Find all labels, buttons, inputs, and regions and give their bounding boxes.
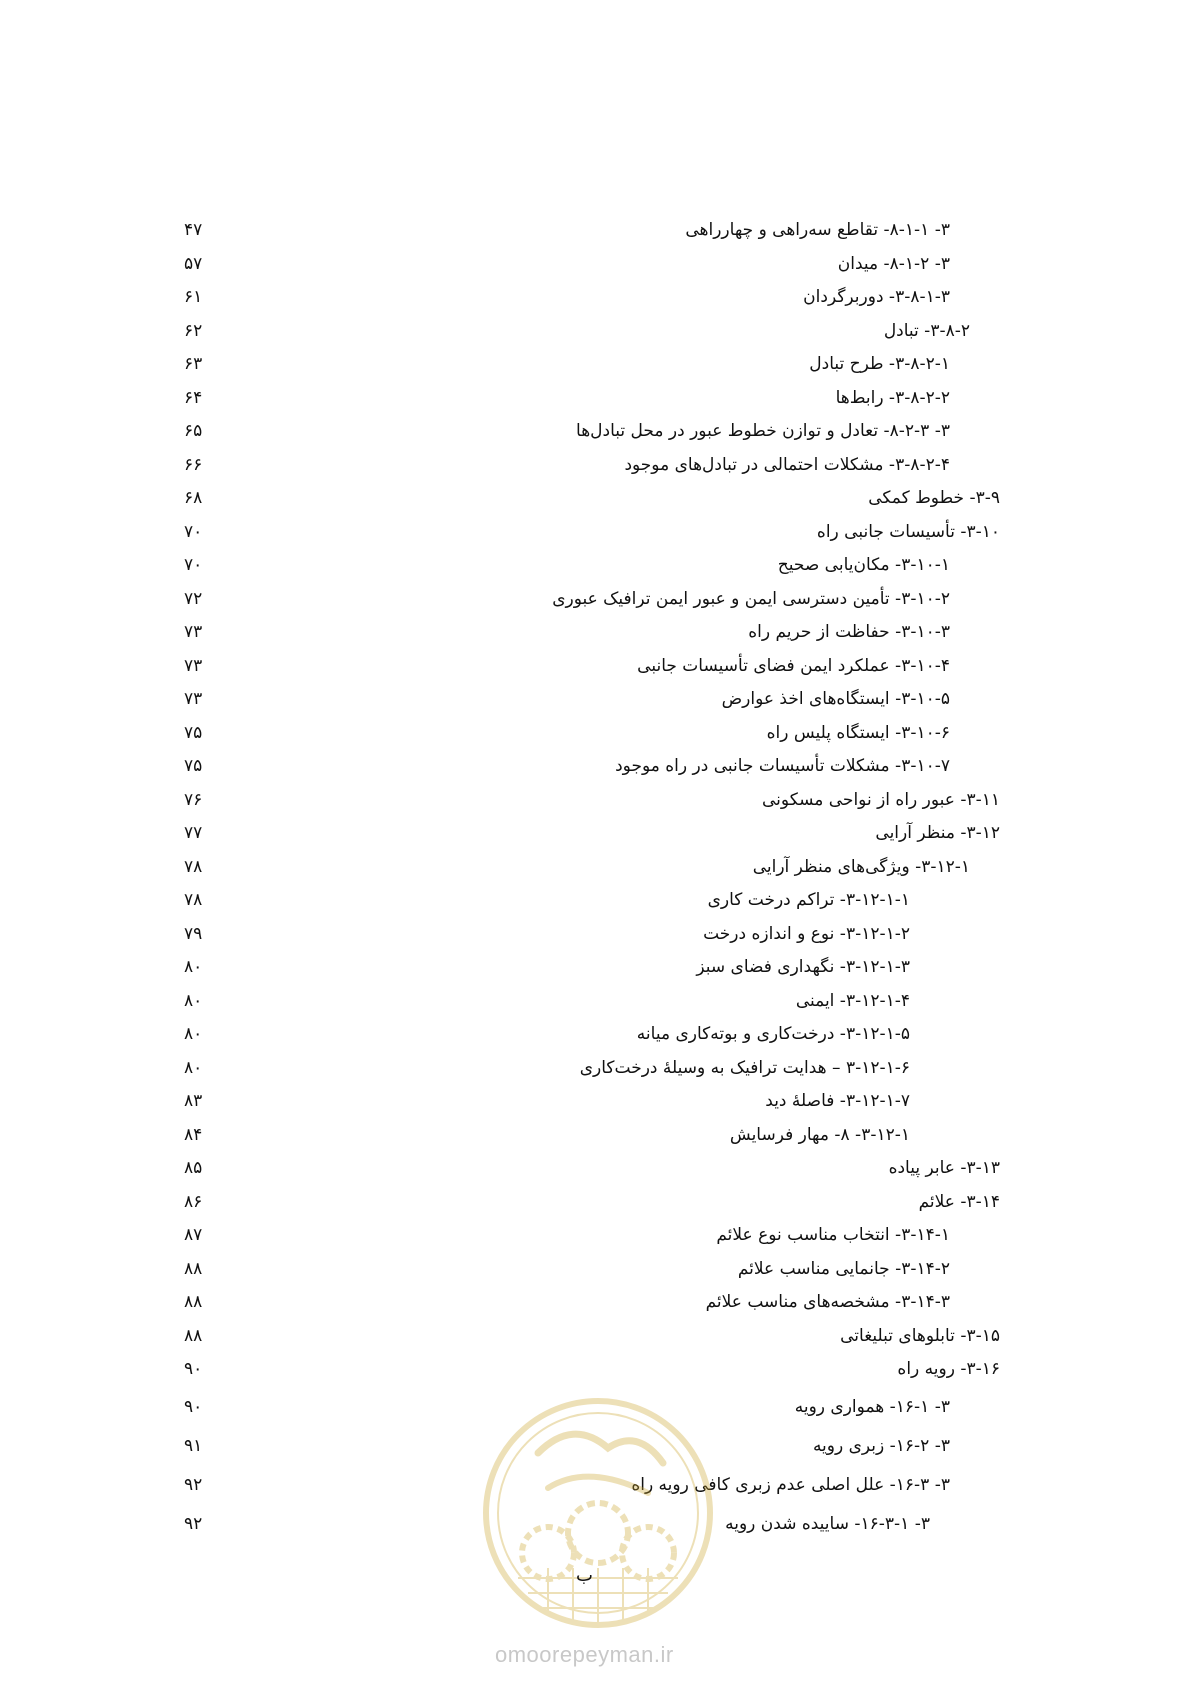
toc-entry-title: ۳-۸-۲-۲- رابط‌ها xyxy=(835,387,950,408)
toc-entry xyxy=(180,247,1060,281)
toc-entry-page: ۶۸ xyxy=(184,488,203,508)
toc-entry-page: ۹۲ xyxy=(184,1513,203,1534)
toc-entry-title: ۳-۱۴- علائم xyxy=(918,1191,1000,1212)
table-of-contents xyxy=(180,213,1060,1542)
toc-entry xyxy=(180,1352,1060,1386)
toc-entry-page: ۷۳ xyxy=(184,655,203,676)
toc-entry xyxy=(180,1051,1060,1085)
toc-entry xyxy=(180,682,1060,716)
toc-entry-page: ۹۰ xyxy=(184,1396,203,1417)
toc-entry xyxy=(180,582,1060,616)
toc-entry-title: ۳-۱۵- تابلوهای تبلیغاتی xyxy=(840,1325,1000,1346)
toc-entry-title: ۳-۸-۲-۱- طرح تبادل xyxy=(809,354,950,374)
toc-entry-page: ۶۶ xyxy=(184,454,203,475)
toc-entry-page: ۶۳ xyxy=(184,354,203,374)
toc-entry-title: ۳-۱۴-۱- انتخاب مناسب نوع علائم xyxy=(716,1225,950,1245)
toc-entry-page: ۹۲ xyxy=(184,1474,203,1495)
toc-entry xyxy=(180,816,1060,850)
toc-entry-page: ۷۶ xyxy=(184,789,203,810)
toc-entry xyxy=(180,314,1060,348)
toc-entry xyxy=(180,1084,1060,1118)
toc-entry xyxy=(180,984,1060,1018)
toc-entry xyxy=(180,1319,1060,1353)
toc-entry-title: ۳-۱۲-۱-۴- ایمنی xyxy=(795,990,910,1011)
toc-entry xyxy=(180,1185,1060,1219)
toc-entry-title: ۳-۱۶- رویه راه xyxy=(897,1359,1000,1379)
toc-entry-title: ۳- ۱۶-۳- علل اصلی عدم زبری کافی رویه راه xyxy=(631,1474,950,1495)
toc-entry-page: ۸۶ xyxy=(184,1191,203,1212)
toc-entry-page: ۷۷ xyxy=(184,823,203,843)
toc-entry xyxy=(180,850,1060,884)
toc-entry-title: ۳-۱۱- عبور راه از نواحی مسکونی xyxy=(762,789,1000,810)
toc-entry-title: ۳- ۱۶-۳-۱- ساییده شدن رویه xyxy=(725,1513,930,1534)
toc-entry xyxy=(180,1252,1060,1286)
toc-entry-title: ۳-۹- خطوط کمکی xyxy=(868,488,1000,508)
toc-entry-page: ۶۴ xyxy=(184,387,203,408)
toc-entry xyxy=(180,883,1060,917)
toc-entry xyxy=(180,213,1060,247)
toc-entry xyxy=(180,414,1060,448)
toc-entry-title: ۳-۱۲-۱-۱- تراکم درخت کاری xyxy=(707,890,910,910)
toc-entry-title: ۳-۸-۲-۴- مشکلات احتمالی در تبادل‌های موجود xyxy=(624,454,950,475)
toc-entry-page: ۷۹ xyxy=(184,923,203,944)
toc-entry-title: ۳-۱۰-۴- عملکرد ایمن فضای تأسیسات جانبی xyxy=(637,655,950,676)
toc-entry-title: ۳-۸-۱-۳- دوربرگردان xyxy=(803,287,950,307)
toc-entry-page: ۸۳ xyxy=(184,1091,203,1111)
toc-entry xyxy=(180,548,1060,582)
toc-entry xyxy=(180,280,1060,314)
toc-entry xyxy=(180,615,1060,649)
toc-entry-page: ۷۸ xyxy=(184,890,203,910)
toc-entry-page: ۸۰ xyxy=(184,1057,203,1078)
toc-entry xyxy=(180,1285,1060,1319)
toc-entry xyxy=(180,347,1060,381)
toc-entry-page: ۴۷ xyxy=(184,220,203,240)
toc-entry xyxy=(180,1017,1060,1051)
toc-entry-page: ۸۰ xyxy=(184,1024,203,1044)
toc-entry-title: ۳- ۸-۱-۱- تقاطع سه‌راهی و چهارراهی xyxy=(685,220,950,240)
toc-entry-page: ۸۴ xyxy=(184,1124,203,1145)
toc-entry-page: ۸۷ xyxy=(184,1225,203,1245)
toc-entry-title: ۳-۱۲-۱-۷- فاصلهٔ دید xyxy=(765,1091,910,1111)
toc-entry-title: ۳-۱۲-۱-۵- درخت‌کاری و بوته‌کاری میانه xyxy=(636,1024,910,1044)
toc-entry-page: ۹۱ xyxy=(184,1435,203,1456)
toc-entry-page: ۸۸ xyxy=(184,1258,203,1279)
toc-entry-title: ۳-۱۲-۱-۶ – هدایت ترافیک به وسیلهٔ درخت‌کاری xyxy=(579,1057,910,1078)
toc-entry-page: ۸۸ xyxy=(184,1292,203,1312)
toc-entry-title: ۳-۸-۲- تبادل xyxy=(883,320,970,341)
toc-entry-page: ۷۳ xyxy=(184,689,203,709)
toc-entry-title: ۳-۱۴-۲- جانمایی مناسب علائم xyxy=(737,1258,950,1279)
toc-entry xyxy=(180,716,1060,750)
toc-entry-page: ۹۰ xyxy=(184,1359,203,1379)
toc-entry-page: ۸۵ xyxy=(184,1158,203,1178)
toc-entry xyxy=(180,950,1060,984)
toc-entry-page: ۷۵ xyxy=(184,756,203,776)
toc-entry-title: ۳-۱۰-۲- تأمین دسترسی ایمن و عبور ایمن ترافیک عبوری xyxy=(552,588,950,609)
toc-entry-title: ۳-۱۰-۱- مکان‌یابی صحیح xyxy=(777,555,950,575)
toc-entry xyxy=(180,481,1060,515)
toc-entry-title: ۳-۱۰- تأسیسات جانبی راه xyxy=(816,521,1000,542)
toc-entry xyxy=(180,649,1060,683)
toc-entry-page: ۷۲ xyxy=(184,588,203,609)
toc-entry-title: ۳-۱۲-۱- ویژگی‌های منظر آرایی xyxy=(752,856,970,877)
toc-entry-page: ۷۰ xyxy=(184,521,203,542)
toc-entry-title: ۳-۱۲-۱-۳- نگهداری فضای سبز xyxy=(696,957,910,977)
toc-entry-page: ۵۷ xyxy=(184,253,203,274)
toc-entry-title: ۳- ۸-۱-۲- میدان xyxy=(837,253,950,274)
toc-entry xyxy=(180,917,1060,951)
toc-entry-page: ۶۵ xyxy=(184,421,203,441)
toc-entry-page: ۸۰ xyxy=(184,990,203,1011)
toc-entry-page: ۷۵ xyxy=(184,722,203,743)
toc-entry-title: ۳-۱۲-۱-۲- نوع و اندازه درخت xyxy=(703,923,910,944)
toc-entry-page: ۷۳ xyxy=(184,622,203,642)
toc-entry-page: ۷۸ xyxy=(184,856,203,877)
toc-entry-page: ۸۰ xyxy=(184,957,203,977)
toc-entry xyxy=(180,783,1060,817)
page-number-letter: ب xyxy=(576,1565,593,1586)
toc-entry-title: ۳- ۱۶-۱- هموارى رويه xyxy=(794,1396,950,1417)
toc-entry-page: ۸۸ xyxy=(184,1325,203,1346)
toc-entry xyxy=(180,515,1060,549)
toc-entry-title: ۳-۱۲- منظر آرایی xyxy=(875,823,1000,843)
toc-entry-page: ۶۲ xyxy=(184,320,203,341)
toc-entry xyxy=(180,1118,1060,1152)
toc-entry-title: ۳-۱۰-۷- مشکلات تأسیسات جانبی در راه موجود xyxy=(615,756,950,776)
watermark-logo xyxy=(478,1393,718,1633)
toc-entry-title: ۳-۱۰-۳- حفاظت از حریم راه xyxy=(748,622,950,642)
toc-entry-title: ۳-۱۳- عابر پیاده xyxy=(888,1158,1000,1178)
toc-entry-title: ۳- ۸-۲-۳- تعادل و توازن خطوط عبور در محل تبادل‌ها xyxy=(576,421,950,441)
toc-entry-title: ۳-۱۴-۳- مشخصه‌های مناسب علائم xyxy=(705,1292,950,1312)
toc-entry-title: ۳-۱۲-۱- ۸- مهار فرسایش xyxy=(729,1124,910,1145)
toc-entry xyxy=(180,381,1060,415)
toc-entry-page: ۶۱ xyxy=(184,287,203,307)
toc-entry xyxy=(180,749,1060,783)
toc-entry-title: ۳-۱۰-۵- ایستگاه‌های اخذ عوارض xyxy=(721,689,950,709)
toc-entry xyxy=(180,1151,1060,1185)
toc-entry-title: ۳- ۱۶-۲- زبری رویه xyxy=(812,1435,950,1456)
watermark-site-caption: omoorepeyman.ir xyxy=(495,1642,674,1667)
toc-entry-page: ۷۰ xyxy=(184,555,203,575)
toc-entry xyxy=(180,448,1060,482)
toc-entry xyxy=(180,1218,1060,1252)
toc-entry-title: ۳-۱۰-۶- ایستگاه پلیس راه xyxy=(766,722,950,743)
